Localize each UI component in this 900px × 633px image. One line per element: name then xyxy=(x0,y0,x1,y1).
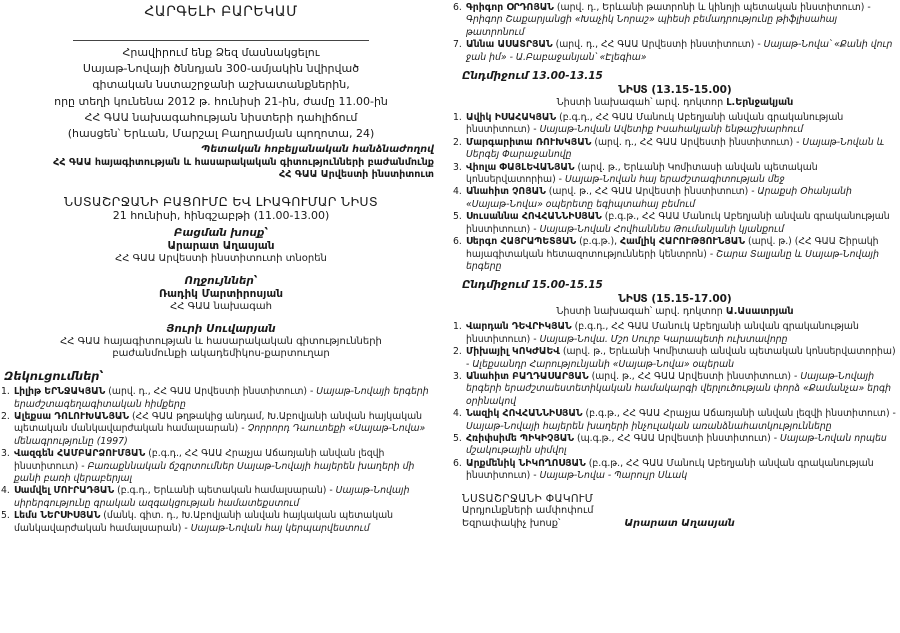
talk-title: Սայաթ-Նովան որպես մշակութային սիմվոլ xyxy=(466,432,887,457)
role-label: Բացման խոսք՝ xyxy=(173,227,269,239)
item-number: 3. xyxy=(453,370,462,382)
invite-line: Սայաթ-Նովայի ծննդյան 300-ամյակին նվիրված xyxy=(82,62,360,76)
opening-speech xyxy=(0,227,442,266)
speaker-affiliation: (բ.գ.թ., ՀՀ ԳԱԱ Հրաչյա Աճառյանի անվան լեզվի ինստիտուտ) - xyxy=(582,408,896,420)
speaker-name: Սամվել ՄՈՒՐԱԴՅԱՆ xyxy=(14,485,115,497)
left-column xyxy=(0,0,442,535)
talk-title: Սայաթ-Նովա - Պարույր Սևակ xyxy=(539,470,688,482)
page-title: ՀԱՐԳԵԼԻ ԲԱՐԵԿԱՄ xyxy=(144,4,298,20)
item-number: 7. xyxy=(453,39,462,51)
speaker-item xyxy=(452,39,898,64)
talk-title: Ալեքսանդր Հարությունյանի «Սայաթ-Նովա» օպերան xyxy=(472,358,735,370)
session-2-chair xyxy=(452,97,898,109)
talk-title: Չորրորդ Դաուտեքի «Սայաթ-Նովա» մենագրությունը (1997) xyxy=(14,423,426,447)
speaker-item xyxy=(452,321,898,346)
opening-session-date: 21 հունիսի, հինգշաբթի (11.00-13.00) xyxy=(112,209,330,222)
invite-line: որը տեղի կունենա 2012 թ. հունիսի 21-ին, ժամը 11.00-ին xyxy=(54,94,388,108)
speaker-name: Անահիտ ՉՈՅԱՆ xyxy=(466,186,546,198)
title-divider xyxy=(73,40,369,41)
speaker-name: Վարդան ԴԵՎՐԻԿՅԱՆ xyxy=(466,321,572,333)
role-label: Եզրափակիչ խոսք՝ xyxy=(462,518,561,530)
speaker-name: Վիոլա ՓԱՅԼԵՎԱՆՅԱՆ xyxy=(466,161,575,173)
speaker-name: Լեմս ՆԵՐՍԻՍՅԱՆ xyxy=(14,510,101,522)
closing-title: ՆՍՏԱՇՐՋԱՆԻ ՓԱԿՈՒՄ xyxy=(462,492,594,505)
speaker-item xyxy=(452,433,898,458)
speaker-affiliation: (արվ. դ., Երևանի թատրոնի և կինոյի պետական ինստիտուտ) - xyxy=(553,2,871,13)
session-2-list xyxy=(452,112,898,273)
talk-title: Բառաքննական ճշգրտումներ Սայաթ-Նովայի հայերեն խաղերի մի քանի բառի վերաբերյալ xyxy=(14,460,415,485)
break-1: Ընդմիջում 13.00-13.15 xyxy=(462,70,603,83)
organizer-division: ՀՀ ԳԱԱ հայագիտության և հասարակական գիտությունների բաժանմունք xyxy=(53,156,434,168)
speaker-item xyxy=(452,186,898,211)
person-desc: բաժանմունքի ակադեմիկոս-քարտուղար xyxy=(112,348,330,360)
item-number: 2. xyxy=(453,136,462,148)
speaker-affiliation: (բ.գ.թ., ՀՀ ԳԱԱ Մանուկ Աբեղյանի անվան գրականության ինստիտուտ) - xyxy=(466,211,890,235)
item-number: 1. xyxy=(453,112,462,124)
item-number: 2. xyxy=(1,411,10,422)
organizer-committee: Պետական հոբելյանական հանձնաժողով xyxy=(201,144,434,156)
person-name: Ռադիկ Մարտիրոսյան xyxy=(158,287,284,300)
item-number: 4. xyxy=(453,186,462,198)
speaker-item xyxy=(452,346,898,371)
talk-title: Արաքսի Օհանյանի «Սայաթ-Նովա» օպերետը եգիպտահայ բեմում xyxy=(466,186,852,210)
session-3-chair xyxy=(452,306,898,318)
person-name: Յուրի Սուվարյան xyxy=(166,322,276,335)
right-column xyxy=(452,0,898,530)
item-number: 2. xyxy=(453,346,462,358)
speaker-affiliation: (բ.գ.թ.), xyxy=(576,236,621,248)
speaker-affiliation: (բ.գ.դ., ՀՀ ԳԱԱ Հրաչյա Աճառյանի անվան լեզվի ինստիտուտ) - xyxy=(14,448,385,472)
talk-title: Սայաթ-Նովայի երգերի երաժշտաեստետիկական համակարգի վերլուծության փորձ «Քամանչա» երգի օրինակով xyxy=(466,370,891,407)
item-number: 1. xyxy=(1,386,10,398)
opening-session-title: ՆՍՏԱՇՐՋԱՆԻ ԲԱՑՈՒՄԸ ԵՎ ԼԻԱԳՈՒՄԱՐ ՆԻՍՏ xyxy=(64,194,378,209)
talk-title: Սայաթ-Նովան հայ կերպարվեստում xyxy=(190,522,370,534)
speaker-affiliation: (արվ. դ., ՀՀ ԳԱԱ Արվեստի ինստիտուտ) - xyxy=(105,386,317,398)
session-2-title: ՆԻՍՏ (13.15-15.00) xyxy=(618,84,732,97)
role-label: Ողջույններ՝ xyxy=(184,274,258,287)
session-3-list xyxy=(452,321,898,482)
speaker-affiliation: (արվ. դ., ՀՀ ԳԱԱ Արվեստի ինստիտուտ) - xyxy=(591,136,803,148)
talk-title: Սայաթ-Նովան հայ երաժշտագիտության մեջ xyxy=(564,174,785,186)
talk-title: Սայաթ-Նովայի սիրերգությունը գրական ազգակցության համատեքստում xyxy=(14,485,410,509)
item-number: 5. xyxy=(453,211,462,223)
speaker-item xyxy=(452,137,898,162)
person-name: Արարատ Աղասյան xyxy=(624,518,735,530)
greetings xyxy=(0,275,442,314)
speaker-affiliation: (բ.գ.դ., Երևանի պետական համալսարան) - xyxy=(114,485,336,497)
organizers xyxy=(0,144,442,182)
chair-block xyxy=(0,323,442,362)
item-number: 5. xyxy=(453,432,462,444)
talk-title: Սայաթ-Նովա. Մշո Սուրբ Կարապետի ուխտավորը xyxy=(539,333,788,345)
item-number: 4. xyxy=(1,485,10,497)
speaker-item xyxy=(0,411,442,448)
speaker-item xyxy=(452,112,898,137)
talk-title: Սայաթ-Նովայի հայերեն խաղերի ինչուլական առանձնահատկությունները xyxy=(466,420,832,432)
speaker-affiliation: (բ.գ.թ., ՀՀ ԳԱԱ Մանուկ Աբեղյանի անվան գրականության ինստիտուտ) - xyxy=(466,457,874,482)
closing-speech xyxy=(462,517,898,530)
talk-title: Սայաթ-Նովան Ավետիք Իսահակյանի ենթաշխարհում xyxy=(539,124,804,136)
speaker-name: Հռիփսիմե ՊԻԿԻՉՅԱՆ xyxy=(466,432,574,444)
item-number: 6. xyxy=(453,236,462,248)
speaker-item xyxy=(0,448,442,485)
speaker-affiliation: (արվ. թ., ՀՀ ԳԱԱ Արվեստի ինստիտուտ) - xyxy=(545,186,758,198)
plenary-list-continued xyxy=(452,2,898,64)
plenary-list xyxy=(0,386,442,535)
talk-title: Սայաթ-Նովայի երգերի երաժշտագեղագիտական հիմքերը xyxy=(14,386,429,410)
speaker-item xyxy=(452,371,898,408)
item-number: 3. xyxy=(1,448,10,460)
closing-summary: Արդյունքների ամփոփում xyxy=(462,504,594,516)
speaker-item xyxy=(452,236,898,273)
chair-name: Լ.Երնջակյան xyxy=(726,97,794,109)
item-number: 6. xyxy=(453,457,462,469)
talk-title: Սայաթ-Նովան Հովհաննես Թումանյանի կյանքում xyxy=(539,223,784,235)
talk-title: Սայաթ-Նովա՝ «Քանի վուր ջան իմ» - Ա.Բաբաջանյան՝ «Էլեգիա» xyxy=(466,39,893,63)
invite-line: գիտական նստաշրջանի աշխատանքներին, xyxy=(92,78,350,92)
person-desc: ՀՀ ԳԱԱ Արվեստի ինստիտուտի տնօրեն xyxy=(115,253,327,264)
speaker-item xyxy=(452,458,898,483)
speaker-name: Ավիկ ԻՍԱՀԱԿՅԱՆ xyxy=(466,112,557,124)
speaker-affiliation: (արվ. թ., Երևանի Կոմիտասի անվան պետական կոնսերվատորիա) - xyxy=(466,346,896,370)
person-desc: ՀՀ ԳԱԱ նախագահ xyxy=(170,300,272,312)
speakers-heading: Զեկուցումներ՝ xyxy=(4,369,104,384)
talk-title: Գրիգոր Շաքարյանցի «Խաչիկ Նորաշ» պիեսի բեմադրությունը թիֆլիսահայ թատրոնում xyxy=(466,14,838,38)
speaker-affiliation: (պ.գ.թ., ՀՀ ԳԱԱ Արվեստի ինստիտուտ) - xyxy=(574,432,781,444)
person-name: Արարատ Աղասյան xyxy=(167,240,275,252)
speaker-item xyxy=(0,386,442,411)
speaker-name: Արքմենիկ ՆԻԿՈՂՈՍՅԱՆ xyxy=(466,457,586,469)
speaker-affiliation: (բ.գ.դ., ՀՀ ԳԱԱ Մանուկ Աբեղյանի անվան գրականության ինստիտուտ) - xyxy=(466,112,844,136)
invite-line: (հասցեն՝ Երևան, Մարշալ Բաղրամյան պողոտա, 24) xyxy=(67,127,375,141)
talk-title: Շարա Տալյանը և Սայաթ-Նովայի երգերը xyxy=(466,248,879,272)
speaker-affiliation: (արվ. դ., ՀՀ ԳԱԱ Արվեստի ինստիտուտ) - xyxy=(552,39,764,51)
item-number: 1. xyxy=(453,321,462,333)
speaker-name: Սուսաննա ՀՈՎՀԱՆՆԻՍՅԱՆ xyxy=(466,211,602,223)
speaker-name: Աննա ԱՍԱՏՐՅԱՆ xyxy=(466,39,553,51)
speaker-name: Լիլիթ ԵՐՆՋԱԿՅԱՆ xyxy=(14,386,106,398)
speaker-name: Վազգեն ՀԱՄԲԱՐՁՈՒՄՅԱՆ xyxy=(14,448,146,460)
person-desc: ՀՀ ԳԱԱ հայագիտության և հասարակական գիտությունների xyxy=(60,335,382,347)
speaker-item xyxy=(0,510,442,535)
organizer-institute: ՀՀ ԳԱԱ Արվեստի ինստիտուտ xyxy=(279,169,434,181)
speaker-item xyxy=(0,485,442,510)
speaker-name: Համլիկ ՀԱՐՈՒԹՅՈՒՆՅԱՆ xyxy=(620,236,746,248)
item-number: 3. xyxy=(453,161,462,173)
speaker-item xyxy=(452,211,898,236)
speaker-name: Սերգո ՀԱՅՐԱՊԵՏՅԱՆ xyxy=(466,236,577,248)
speaker-affiliation: (արվ. թ., Երևանի Կոմիտասի անվան պետական կոնսերվատորիա) - xyxy=(466,161,818,186)
item-number: 5. xyxy=(1,510,10,522)
invitation-text xyxy=(0,45,442,142)
speaker-name: Անահիտ ԲԱՂԴԱՍԱՐՅԱՆ xyxy=(466,370,589,382)
speaker-name: Գրիգոր ՕՐԴՈՅԱՆ xyxy=(466,2,554,13)
speaker-affiliation: (բ.գ.դ., ՀՀ ԳԱԱ Մանուկ Աբեղյանի անվան գրականության ինստիտուտ) - xyxy=(466,321,859,345)
speaker-item xyxy=(452,2,898,39)
speaker-name: Մարգարիտա ՌՈՒԽԿՅԱՆ xyxy=(466,136,592,148)
speaker-item xyxy=(452,162,898,187)
invite-line: ՀՀ ԳԱԱ նախագահության նիստերի դահլիճում xyxy=(84,110,358,124)
chair-prefix: Նիստի նախագահ՝ արվ. դոկտոր xyxy=(556,97,727,109)
session-3-title: ՆԻՍՏ (15.15-17.00) xyxy=(618,293,732,306)
speaker-affiliation: (արվ. թ., ՀՀ ԳԱԱ Արվեստի ինստիտուտ) - xyxy=(588,370,801,382)
speaker-item xyxy=(452,408,898,433)
speaker-name: Միխայիլ ԿՈԿԺԱԵՎ xyxy=(466,346,560,358)
speaker-name: Նազիկ ՀՈՎՀԱՆՆԻՍՅԱՆ xyxy=(466,408,583,420)
break-2: Ընդմիջում 15.00-15.15 xyxy=(462,279,603,292)
speaker-affiliation: (ՀՀ ԳԱԱ թղթակից անդամ, Խ.Աբովյանի անվան հայկական պետական մանկավարժական համալսարան) - xyxy=(14,411,423,435)
talk-title: Սայաթ-Նովան և Սերգեյ Փարաջանովը xyxy=(466,136,885,161)
speaker-affiliation: (մանկ. գիտ. դ., Խ.Աբովյանի անվան հայկական պետական մանկավարժական համալսարան) - xyxy=(14,510,394,534)
chair-prefix: Նիստի նախագահ՝ արվ. դոկտոր xyxy=(556,306,726,318)
invite-line: Հրավիրում ենք Ձեզ մասնակցելու xyxy=(122,46,320,59)
speaker-affiliation: (արվ. թ.) (ՀՀ ԳԱԱ Շիրակի հայագիտական հետազոտությունների կենտրոն) - xyxy=(466,236,879,260)
item-number: 6. xyxy=(453,2,462,13)
item-number: 4. xyxy=(453,408,462,420)
speaker-name: Ալեքսա ԴՈԼՈՒԽԱՆՅԱՆ xyxy=(14,411,130,422)
chair-name: Ա.Ասատրյան xyxy=(725,306,794,318)
